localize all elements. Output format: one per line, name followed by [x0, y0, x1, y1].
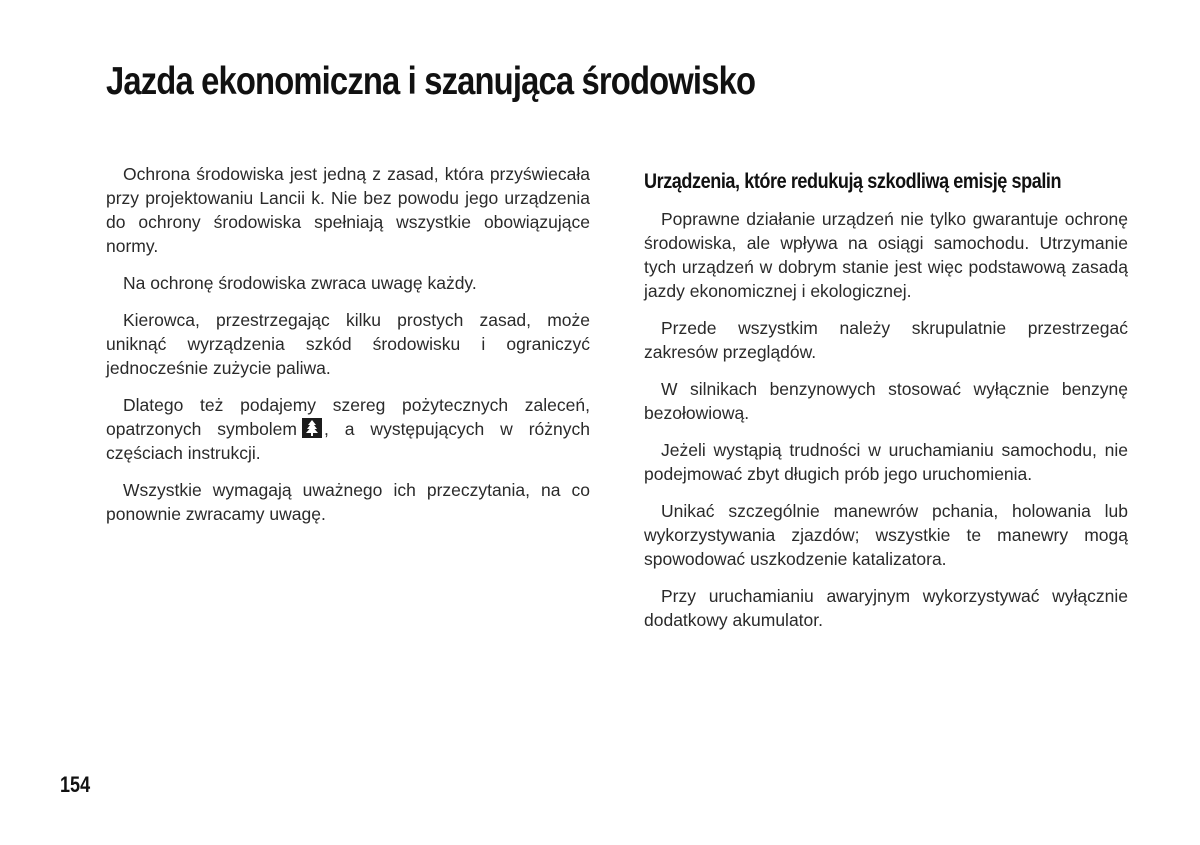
paragraph: Jeżeli wystąpią trudności w uruchamianiu samochodu, nie podejmować zbyt długich prób jego uruchomienia.: [644, 440, 1128, 484]
paragraph-text: Dlatego też podajemy szereg pożytecznych zaleceń, opatrzonych symbolem: [106, 395, 590, 439]
paragraph: W silnikach benzynowych stosować wyłącznie benzynę bezołowiową.: [644, 379, 1128, 423]
eco-tree-icon: [302, 418, 322, 438]
paragraph: Na ochronę środowiska zwraca uwagę każdy.: [123, 273, 477, 293]
paragraph: Unikać szczególnie manewrów pchania, holowania lub wykorzystywania zjazdów; wszystkie te manewry mogą spowodować uszkodzenie katalizatora.: [644, 501, 1128, 569]
paragraph: Poprawne działanie urządzeń nie tylko gwarantuje ochronę środowiska, ale wpływa na osiągi samochodu. Utrzymanie tych urządzeń w dobrym stanie jest więc podstawową zasadą jazdy ekonomicznej i ekologicznej.: [644, 209, 1128, 301]
page-number: 154: [60, 772, 91, 797]
page-title: Jazda ekonomiczna i szanująca środowisko: [106, 60, 756, 103]
paragraph-text: , a występujących w różnych częściach instrukcji.: [106, 419, 590, 463]
section-heading: Urządzenia, które redukują szkodliwą emisję spalin: [644, 170, 1062, 193]
right-column: [644, 168, 1128, 645]
paragraph: Przy uruchamianiu awaryjnym wykorzystywać wyłącznie dodatkowy akumulator.: [644, 586, 1128, 630]
paragraph: Kierowca, przestrzegając kilku prostych zasad, może uniknąć wyrządzenia szkód środowisku i ograniczyć jednocześnie zużycie paliwa.: [106, 310, 590, 378]
paragraph: Przede wszystkim należy skrupulatnie przestrzegać zakresów przeglądów.: [644, 318, 1128, 362]
left-column: [106, 162, 590, 539]
paragraph-with-symbol: [106, 393, 590, 465]
paragraph: Wszystkie wymagają uważnego ich przeczytania, na co ponownie zwracamy uwagę.: [106, 480, 590, 524]
paragraph: Ochrona środowiska jest jedną z zasad, która przyświecała przy projektowaniu Lancii k. Nie bez powodu jego urządzenia do ochrony środowiska spełniają wszystkie obowiązujące normy.: [106, 164, 590, 256]
